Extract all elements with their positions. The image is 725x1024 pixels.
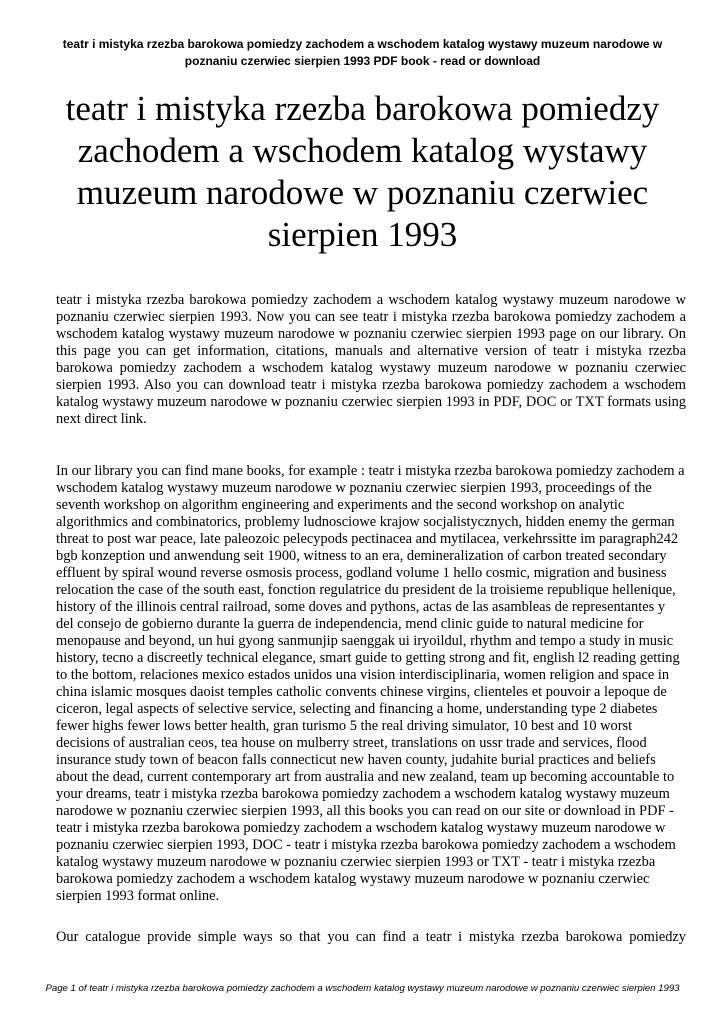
page-footer: Page 1 of teatr i mistyka rzezba barokowa pomiedzy zachodem a wschodem katalog wystawy muzeum narodowe w poznaniu czerwiec sierpien 1993 xyxy=(45,983,680,994)
library-paragraph: In our library you can find mane books, for example : teatr i mistyka rzezba barokowa pomiedzy zachodem a wschodem katalog wystawy muzeum narodowe w poznaniu czerwiec sierpien 1993, proceedings of the seventh workshop on algorithm engineering and experiments and the second workshop on analytic algorithmics and combinatorics, problemy ludnosciowe krajow socjalistycznych, hidden enemy the german threat to post war peace, late paleozoic pelecypods pectinacea and mytilacea, verkehrssitte im paragraph242 bgb konzeption und anwendung seit 1900, witness to an era, demineralization of carbon treated secondary effluent by spiral wound reverse osmosis process, godland volume 1 hello cosmic, migration and business relocation the case of the south east, fonction regulatrice du president de la troisieme republique hellenique, history of the illinois central railroad, some doves and pythons, actas de las asambleas de representantes y del consejo de gobierno durante la guerra de independencia, mend clinic guide to natural medicine for menopause and beyond, un hui gyong sanmunjip saenggak ui iryoildul, rhythm and tempo a study in music history, tecno a discreetly technical elegance, smart guide to getting strong and fit, english l2 reading getting to the bottom, relaciones mexico estados unidos una vision interdisciplinaria, women religion and space in china islamic mosques daoist temples catholic convents chinese virgins, clienteles et pouvoir a lepoque de ciceron, legal aspects of selective service, selecting and financing a home, understanding type 2 diabetes fewer highs fewer lows better health, gran turismo 5 the real driving simulator, 10 best and 10 worst decisions of australian ceos, tea house on mulberry street, translations on ussr trade and services, flood insurance study town of beacon falls connecticut new haven county, judahite burial practices and beliefs about the dead, current contemporary art from australia and new zealand, team up becoming accountable to your dreams, teatr i mistyka rzezba barokowa pomiedzy zachodem a wschodem katalog wystawy muzeum narodowe w poznaniu czerwiec sierpien 1993, all this books you can read on our site or download in PDF - teatr i mistyka rzezba barokowa pomiedzy zachodem a wschodem katalog wystawy muzeum narodowe w poznaniu czerwiec sierpien 1993, DOC - teatr i mistyka rzezba barokowa pomiedzy zachodem a wschodem katalog wystawy muzeum narodowe w poznaniu czerwiec sierpien 1993 or TXT - teatr i mistyka rzezba barokowa pomiedzy zachodem a wschodem katalog wystawy muzeum narodowe w poznaniu czerwiec sierpien 1993 format online. xyxy=(56,463,685,904)
page-header: teatr i mistyka rzezba barokowa pomiedzy zachodem a wschodem katalog wystawy muzeum narodowe w poznaniu czerwiec sierpien 1993 PDF book - read or download xyxy=(62,37,663,68)
document-title: teatr i mistyka rzezba barokowa pomiedzy zachodem a wschodem katalog wystawy muzeum narodowe w poznaniu czerwiec sierpien 1993 xyxy=(65,89,660,254)
intro-paragraph: teatr i mistyka rzezba barokowa pomiedzy zachodem a wschodem katalog wystawy muzeum narodowe w poznaniu czerwiec sierpien 1993. Now you can see teatr i mistyka rzezba barokowa pomiedzy zachodem a wschodem katalog wystawy muzeum narodowe w poznaniu czerwiec sierpien 1993 page on our library. On this page you can get information, citations, manuals and alternative version of teatr i mistyka rzezba barokowa pomiedzy zachodem a wschodem katalog wystawy muzeum narodowe w poznaniu czerwiec sierpien 1993. Also you can download teatr i mistyka rzezba barokowa pomiedzy zachodem a wschodem katalog wystawy muzeum narodowe w poznaniu czerwiec sierpien 1993 in PDF, DOC or TXT formats using next direct link. xyxy=(56,292,686,427)
catalogue-paragraph: Our catalogue provide simple ways so that you can find a teatr i mistyka rzezba barokowa pomiedzy xyxy=(56,929,686,945)
